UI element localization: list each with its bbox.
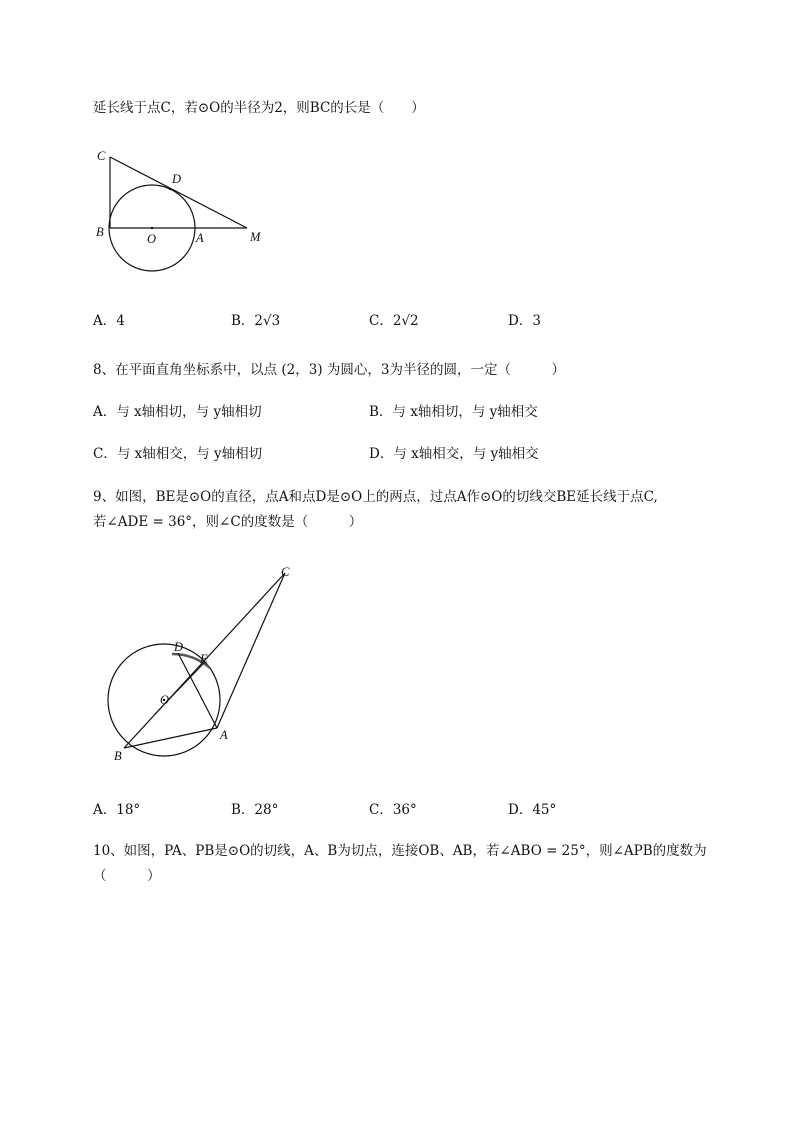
q7-label-m: M <box>250 230 261 244</box>
q7-figure <box>90 145 290 285</box>
q9-option-b[interactable]: B．28° <box>231 802 279 818</box>
q9-label-b: B <box>114 749 122 763</box>
q7-option-b[interactable]: B．2√3 <box>231 313 281 329</box>
q9-stem-line1: 9、如图，BE是⊙O的直径，点A和点D是⊙O上的两点，过点A作⊙O的切线交BE延长线于点C, <box>93 489 658 505</box>
q8-stem: 8、在平面直角坐标系中，以点 (2，3) 为圆心，3为半径的圆，一定（ ） <box>93 362 565 378</box>
q9-label-c: C <box>281 565 290 579</box>
q7-option-d[interactable]: D．3 <box>508 313 541 329</box>
q7-label-b: B <box>96 225 104 239</box>
q7-label-c: C <box>97 149 106 163</box>
q8-option-d[interactable]: D．与 x轴相交，与 y轴相交 <box>369 446 539 462</box>
q7-label-o: O <box>147 232 157 246</box>
q9-option-d[interactable]: D．45° <box>508 802 557 818</box>
q9-figure <box>100 560 320 780</box>
q7-label-a: A <box>196 231 204 245</box>
q8-option-c[interactable]: C．与 x轴相交，与 y轴相切 <box>93 446 263 462</box>
q10-stem-line1: 10、如图，PA、PB是⊙O的切线，A、B为切点，连接OB、AB，若∠ABO = 25°，则∠APB的度数为 <box>93 843 707 859</box>
q8-option-b[interactable]: B．与 x轴相切，与 y轴相交 <box>369 404 538 420</box>
q10-stem-line2: （ ） <box>93 868 161 884</box>
q9-label-o: O <box>160 693 170 707</box>
q9-label-d: D <box>174 640 184 654</box>
q7-option-a[interactable]: A．4 <box>93 313 125 329</box>
q9-stem-line2: 若∠ADE = 36°，则∠C的度数是（ ） <box>93 514 363 530</box>
q7-label-d: D <box>172 172 182 186</box>
q7-option-c[interactable]: C．2√2 <box>369 313 419 329</box>
q9-option-c[interactable]: C．36° <box>369 802 417 818</box>
q9-label-e: E <box>200 652 208 666</box>
q8-option-a[interactable]: A．与 x轴相切，与 y轴相切 <box>93 404 262 420</box>
q7-stem: 延长线于点C，若⊙O的半径为2，则BC的长是（ ） <box>93 100 425 116</box>
q9-label-a: A <box>220 728 228 742</box>
q9-option-a[interactable]: A．18° <box>93 802 141 818</box>
